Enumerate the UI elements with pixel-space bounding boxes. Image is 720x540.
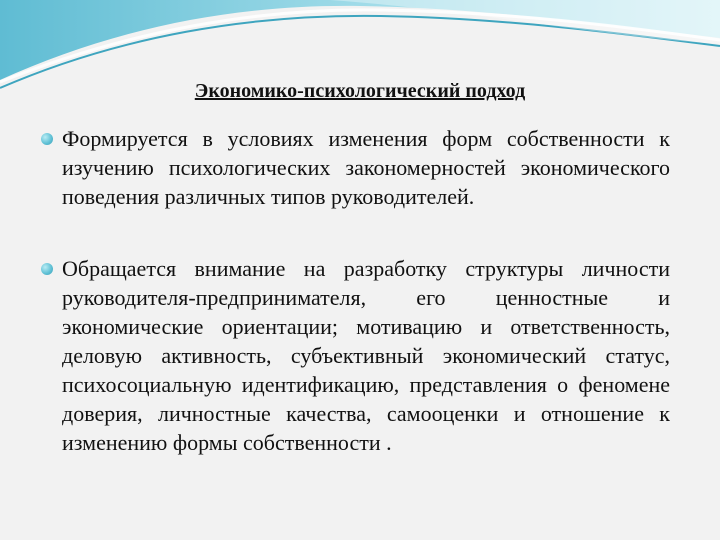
bullet-item-2 [62,254,670,457]
slide-title: Экономико-психологический подход [194,80,526,102]
header-wave-decoration [0,0,720,90]
bullet-dot-icon [41,133,53,145]
bullet-text-2: Обращается внимание на разработку структуры личности руководителя-предпринимателя, его ценностные и экономические ориентации; мотивацию и ответственность, деловую активность, субъективный экономический статус, психосоциальную идентификацию, представления о феномене доверия, личностные качества, самооценки и отношение к изменению формы собственности . [62,256,670,455]
bullet-dot-icon [41,263,53,275]
bullet-item-1 [62,124,670,211]
bullet-text-1: Формируется в условиях изменения форм собственности к изучению психологических закономерностей экономического поведения различных типов руководителей. [62,126,670,209]
